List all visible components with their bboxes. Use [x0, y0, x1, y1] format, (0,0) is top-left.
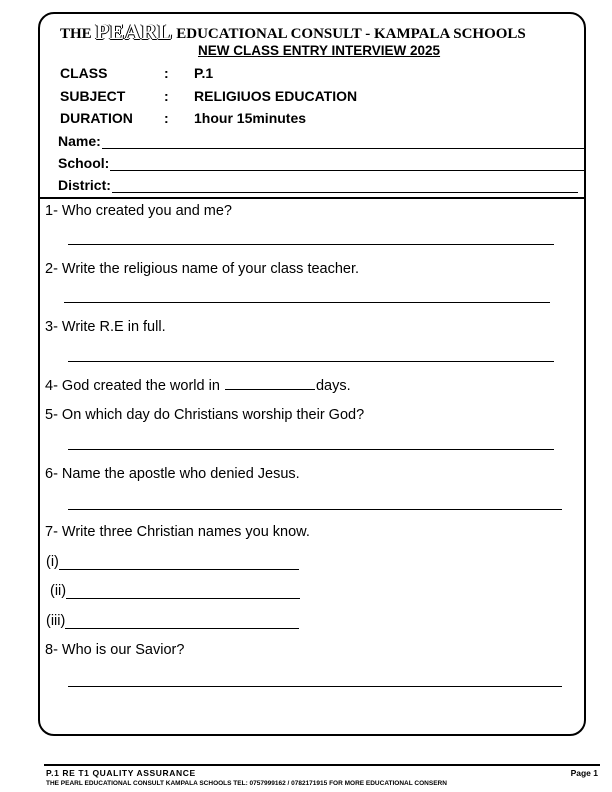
school-field[interactable]	[58, 155, 584, 171]
meta-label: CLASS	[60, 65, 108, 81]
footer-contact: THE PEARL EDUCATIONAL CONSULT KAMPALA SCHOOLS TEL: 0757999162 / 0782171915 FOR MORE EDUCATIONAL CONSERN	[46, 780, 447, 787]
item-marker: (ii)	[50, 583, 67, 599]
question-5: 5- On which day do Christians worship their God?	[45, 407, 365, 423]
question-2: 2- Write the religious name of your class teacher.	[45, 261, 360, 277]
name-field[interactable]	[58, 133, 584, 149]
field-label: School:	[58, 155, 110, 171]
answer-line-5[interactable]	[68, 449, 554, 450]
answer-item-ii[interactable]	[50, 583, 300, 599]
meta-label: SUBJECT	[60, 88, 126, 104]
answer-line-2[interactable]	[64, 302, 550, 303]
question-6: 6- Name the apostle who denied Jesus.	[45, 466, 300, 482]
question-4	[45, 377, 351, 394]
question-4-tail: days.	[315, 378, 351, 394]
answer-line-3[interactable]	[68, 361, 554, 362]
meta-label: DURATION	[60, 110, 133, 126]
meta-value: RELIGIUOS EDUCATION	[194, 88, 358, 104]
title-prefix: THE	[60, 26, 92, 42]
brand-logo-text: PEARL	[95, 19, 173, 44]
field-label: Name:	[58, 133, 101, 149]
item-marker: (iii)	[46, 613, 66, 629]
meta-colon: :	[164, 88, 169, 104]
answer-line[interactable]	[59, 557, 299, 570]
question-7: 7- Write three Christian names you know.	[45, 524, 310, 540]
school-title	[60, 18, 560, 44]
question-1: 1- Who created you and me?	[45, 203, 232, 219]
answer-line-1[interactable]	[68, 244, 554, 245]
meta-value: 1hour 15minutes	[194, 110, 307, 126]
field-label: District:	[58, 177, 111, 193]
answer-line-8[interactable]	[68, 686, 562, 687]
exam-title: NEW CLASS ENTRY INTERVIEW 2025	[198, 43, 441, 58]
answer-line[interactable]	[65, 616, 299, 629]
question-3: 3- Write R.E in full.	[45, 319, 166, 335]
meta-value: P.1	[194, 65, 214, 81]
answer-item-iii[interactable]	[46, 613, 299, 629]
answer-line[interactable]	[110, 157, 584, 171]
district-field[interactable]	[58, 177, 578, 193]
question-8: 8- Who is our Savior?	[45, 642, 185, 658]
answer-item-i[interactable]	[46, 554, 299, 570]
answer-line-6[interactable]	[68, 509, 562, 510]
meta-colon: :	[164, 65, 169, 81]
title-suffix: EDUCATIONAL CONSULT - KAMPALA SCHOOLS	[176, 26, 526, 42]
page-number: Page 1	[570, 768, 598, 778]
item-marker: (i)	[46, 554, 59, 570]
answer-line[interactable]	[66, 586, 300, 599]
header-divider	[38, 197, 586, 199]
footer-title: P.1 RE T1 QUALITY ASSURANCE	[46, 768, 196, 778]
answer-line[interactable]	[102, 135, 584, 149]
meta-colon: :	[164, 110, 169, 126]
answer-line[interactable]	[112, 179, 578, 193]
question-4-text: 4- God created the world in	[45, 378, 220, 394]
answer-blank-4[interactable]	[225, 377, 315, 390]
footer-rule	[44, 764, 600, 766]
